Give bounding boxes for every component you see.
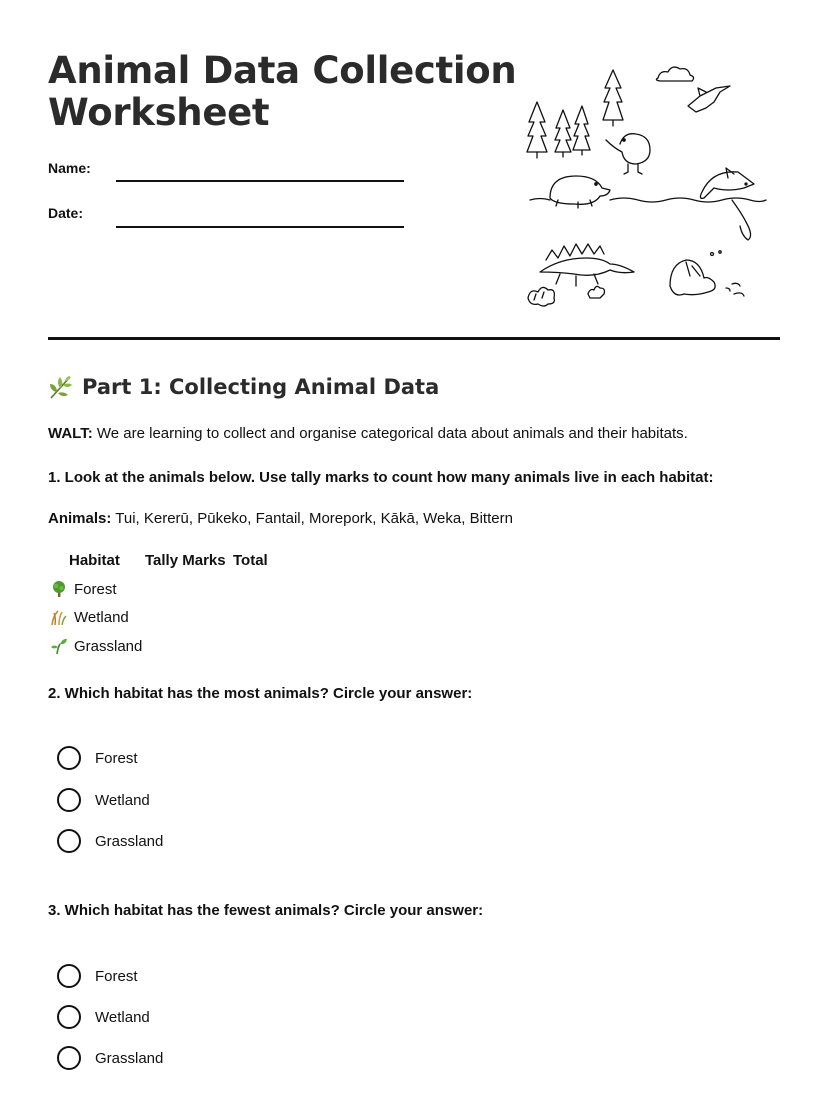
q2-option-forest[interactable] — [57, 746, 138, 770]
name-line[interactable] — [116, 180, 404, 182]
radio-circle[interactable] — [57, 1005, 81, 1029]
option-label: Grassland — [95, 1049, 164, 1067]
question-3: 3. Which habitat has the fewest animals? Circle your answer: — [48, 902, 484, 919]
walt-label: WALT: — [48, 425, 93, 442]
walt-statement — [48, 425, 688, 442]
option-label: Wetland — [95, 791, 150, 809]
table-row — [50, 580, 117, 598]
date-label: Date: — [48, 205, 84, 221]
part1-heading — [48, 374, 439, 400]
title-line-2: Worksheet — [48, 91, 270, 134]
q2-option-wetland[interactable] — [57, 788, 150, 812]
radio-circle[interactable] — [57, 746, 81, 770]
radio-circle[interactable] — [57, 788, 81, 812]
herb-icon — [48, 374, 74, 400]
radio-circle[interactable] — [57, 964, 81, 988]
q3-option-grassland[interactable] — [57, 1046, 163, 1070]
table-row — [50, 608, 129, 626]
row-label: Grassland — [74, 637, 143, 655]
pine-trees — [527, 70, 623, 158]
option-label: Wetland — [95, 1008, 150, 1026]
seedling-icon — [50, 637, 68, 655]
page-title — [48, 50, 516, 134]
name-label: Name: — [48, 160, 91, 176]
question-1: 1. Look at the animals below. Use tally marks to count how many animals live in each habitat: — [48, 469, 714, 486]
q2-option-grassland[interactable] — [57, 829, 163, 853]
q3-option-forest[interactable] — [57, 964, 138, 988]
col-total: Total — [233, 552, 268, 569]
option-label: Forest — [95, 749, 138, 767]
table-row — [50, 637, 142, 655]
row-label: Wetland — [74, 608, 129, 626]
reed-icon — [50, 608, 68, 626]
tree-icon — [50, 580, 68, 598]
animals-list — [48, 510, 513, 527]
row-label: Forest — [74, 580, 117, 598]
animals-text: Tui, Kererū, Pūkeko, Fantail, Morepork, Kākā, Weka, Bittern — [111, 510, 513, 527]
radio-circle[interactable] — [57, 829, 81, 853]
option-label: Forest — [95, 967, 138, 985]
radio-circle[interactable] — [57, 1046, 81, 1070]
title-line-1: Animal Data Collection — [48, 49, 517, 92]
col-tally: Tally Marks — [145, 552, 226, 569]
section-divider — [48, 337, 780, 340]
walt-text: We are learning to collect and organise categorical data about animals and their habitats. — [92, 425, 688, 442]
col-habitat: Habitat — [69, 552, 120, 569]
q3-option-wetland[interactable] — [57, 1005, 150, 1029]
animal-scene-illustration — [520, 62, 770, 312]
option-label: Grassland — [95, 832, 164, 850]
animals-label: Animals: — [48, 510, 112, 527]
part1-heading-text: Part 1: Collecting Animal Data — [82, 375, 440, 399]
date-line[interactable] — [116, 226, 404, 228]
question-2: 2. Which habitat has the most animals? Circle your answer: — [48, 685, 473, 702]
